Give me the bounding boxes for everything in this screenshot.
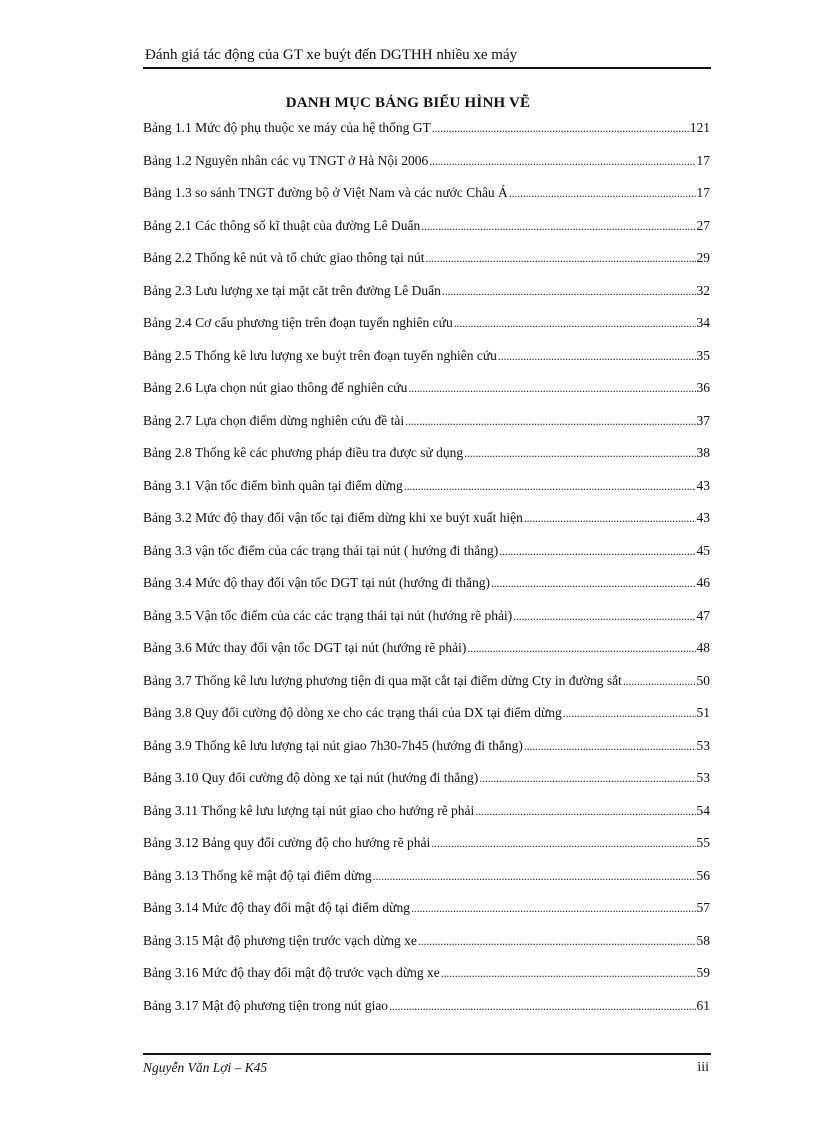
toc-entry-title: Bảng 3.15 Mật độ phương tiện trước vạch dừng xe bbox=[143, 932, 417, 948]
toc-entry-page: 29 bbox=[696, 250, 710, 265]
toc-entry-page: 59 bbox=[696, 965, 710, 980]
dot-leader bbox=[408, 380, 695, 396]
toc-entry-title: Bảng 3.2 Mức độ thay đổi vận tốc tại điểm dừng khi xe buýt xuất hiện bbox=[143, 510, 523, 525]
toc-entry-title: Bảng 3.12 Bảng quy đổi cường độ cho hướng rẽ phải bbox=[143, 835, 431, 850]
toc-entry-page: 54 bbox=[696, 802, 710, 818]
toc-entry-title: Bảng 3.8 Quy đổi cường độ dòng xe cho các trạng thái của DX tại điểm dừng bbox=[143, 705, 562, 720]
toc-entry[interactable] bbox=[143, 868, 710, 901]
toc-entry-title: Bảng 3.3 vận tốc điểm của các trạng thái tại nút ( hướng đi thẳng) bbox=[143, 542, 499, 558]
toc-entry-page: 34 bbox=[696, 315, 710, 330]
toc-entry[interactable] bbox=[143, 640, 710, 673]
footer-page-number: iii bbox=[697, 1060, 709, 1075]
toc-entry-page: 50 bbox=[696, 672, 710, 688]
toc-entry-title: Bảng 1.2 Nguyên nhân các vụ TNGT ở Hà Nội 2006 bbox=[143, 152, 429, 168]
toc-entry[interactable] bbox=[143, 608, 710, 641]
toc-entry-title: Bảng 2.5 Thống kê lưu lượng xe buýt trên đoạn tuyến nghiên cứu bbox=[143, 347, 497, 363]
toc-entry[interactable] bbox=[143, 543, 710, 576]
toc-entry-page: 53 bbox=[696, 770, 710, 785]
toc-entry[interactable] bbox=[143, 283, 710, 316]
dot-leader bbox=[431, 835, 695, 851]
dot-leader bbox=[389, 998, 695, 1014]
toc-entry-title: Bảng 3.13 Thống kê mật độ tại điểm dừng bbox=[143, 867, 372, 883]
table-of-contents bbox=[143, 120, 710, 1030]
toc-entry-title: Bảng 2.1 Các thông số kĩ thuật của đường Lê Duẩn bbox=[143, 217, 421, 233]
toc-entry-page: 47 bbox=[696, 607, 710, 623]
toc-entry-title: Bảng 2.7 Lựa chọn điểm dừng nghiên cứu đề tài bbox=[143, 412, 405, 428]
dot-leader bbox=[524, 738, 696, 754]
toc-entry-page: 17 bbox=[696, 152, 710, 168]
toc-entry-page: 48 bbox=[696, 640, 710, 655]
toc-entry-title: Bảng 3.1 Vận tốc điểm bình quân tại điểm dừng bbox=[143, 477, 403, 493]
dot-leader bbox=[491, 575, 696, 591]
dot-leader bbox=[418, 933, 696, 949]
toc-entry-title: Bảng 3.17 Mật độ phương tiện trong nút giao bbox=[143, 997, 389, 1013]
toc-entry[interactable] bbox=[143, 998, 710, 1031]
toc-entry[interactable] bbox=[143, 933, 710, 966]
dot-leader bbox=[467, 640, 695, 656]
toc-entry-title: Bảng 3.7 Thống kê lưu lượng phương tiện đi qua mặt cắt tại điểm dừng Cty in đường sắt bbox=[143, 672, 622, 688]
toc-entry-title: Bảng 2.3 Lưu lượng xe tại mặt căt trên đường Lê Duẩn bbox=[143, 282, 441, 298]
toc-entry-page: 121 bbox=[689, 120, 710, 135]
toc-entry-page: 43 bbox=[696, 510, 710, 525]
toc-entry-title: Bảng 2.2 Thống kê nút và tổ chức giao thông tại nút bbox=[143, 250, 425, 265]
footer-author: Nguyễn Văn Lợi – K45 bbox=[143, 1060, 268, 1075]
toc-entry-page: 43 bbox=[696, 477, 710, 493]
toc-entry-page: 53 bbox=[696, 737, 710, 753]
page-footer bbox=[143, 1053, 711, 1076]
header-rule bbox=[143, 67, 711, 69]
toc-entry-title: Bảng 2.8 Thống kê các phương pháp điều tra được sử dụng bbox=[143, 445, 464, 460]
dot-leader bbox=[373, 868, 696, 884]
dot-leader bbox=[498, 348, 696, 364]
toc-entry-page: 35 bbox=[696, 347, 710, 363]
toc-entry-page: 27 bbox=[696, 217, 710, 233]
dot-leader bbox=[499, 543, 695, 559]
dot-leader bbox=[513, 608, 695, 624]
dot-leader bbox=[509, 185, 696, 201]
toc-entry-page: 46 bbox=[696, 575, 710, 590]
toc-entry-page: 55 bbox=[696, 835, 710, 850]
toc-entry[interactable] bbox=[143, 575, 710, 608]
toc-entry-title: Bảng 3.16 Mức độ thay đổi mật độ trước vạch dừng xe bbox=[143, 965, 440, 980]
toc-entry[interactable] bbox=[143, 900, 710, 933]
dot-leader bbox=[441, 965, 696, 981]
toc-entry-page: 45 bbox=[696, 542, 710, 558]
toc-entry[interactable] bbox=[143, 380, 710, 413]
dot-leader bbox=[432, 120, 689, 136]
toc-entry-title: Bảng 3.10 Quy đổi cường độ dòng xe tại nút (hướng đi thẳng) bbox=[143, 770, 479, 785]
dot-leader bbox=[411, 900, 696, 916]
dot-leader bbox=[524, 510, 696, 526]
toc-entry-title: Bảng 3.9 Thống kê lưu lượng tại nút giao 7h30-7h45 (hướng đi thẳng) bbox=[143, 737, 523, 753]
toc-entry-title: Bảng 1.3 so sánh TNGT đường bộ ở Việt Nam và các nước Châu Á bbox=[143, 185, 508, 200]
toc-entry-title: Bảng 3.4 Mức độ thay đổi vận tốc DGT tại nút (hướng đi thẳng) bbox=[143, 575, 490, 590]
toc-entry-page: 36 bbox=[696, 380, 710, 395]
dot-leader bbox=[404, 478, 696, 494]
toc-entry-page: 56 bbox=[696, 867, 710, 883]
dot-leader bbox=[623, 673, 696, 689]
toc-entry[interactable] bbox=[143, 705, 710, 738]
dot-leader bbox=[454, 315, 696, 331]
toc-entry[interactable] bbox=[143, 153, 710, 186]
toc-entry-page: 57 bbox=[696, 900, 710, 915]
toc-entry-title: Bảng 3.11 Thống kê lưu lượng tại nút giao cho hướng rẽ phải bbox=[143, 802, 475, 818]
toc-entry-page: 38 bbox=[696, 445, 710, 460]
toc-entry[interactable] bbox=[143, 738, 710, 771]
dot-leader bbox=[479, 770, 695, 786]
toc-entry[interactable] bbox=[143, 835, 710, 868]
toc-entry[interactable] bbox=[143, 673, 710, 706]
toc-entry-page: 17 bbox=[696, 185, 710, 200]
toc-entry[interactable] bbox=[143, 315, 710, 348]
toc-entry[interactable] bbox=[143, 478, 710, 511]
toc-entry[interactable] bbox=[143, 770, 710, 803]
dot-leader bbox=[421, 218, 695, 234]
dot-leader bbox=[563, 705, 696, 721]
toc-entry[interactable] bbox=[143, 250, 710, 283]
toc-entry[interactable] bbox=[143, 445, 710, 478]
page-title: DANH MỤC BẢNG BIỂU HÌNH VẼ bbox=[285, 95, 531, 111]
dot-leader bbox=[442, 283, 696, 299]
footer-rule bbox=[143, 1053, 711, 1055]
toc-entry-title: Bảng 3.5 Vận tốc điểm của các các trạng thái tại nút (hướng rẽ phải) bbox=[143, 607, 513, 623]
toc-entry-title: Bảng 2.6 Lựa chọn nút giao thông để nghiên cứu bbox=[143, 380, 408, 395]
toc-entry[interactable] bbox=[143, 803, 710, 836]
toc-entry[interactable] bbox=[143, 348, 710, 381]
dot-leader bbox=[429, 153, 695, 169]
toc-entry[interactable] bbox=[143, 510, 710, 543]
dot-leader bbox=[475, 803, 695, 819]
toc-entry[interactable] bbox=[143, 185, 710, 218]
toc-entry-page: 58 bbox=[696, 932, 710, 948]
toc-entry-title: Bảng 3.14 Mức độ thay đổi mật độ tại điểm dừng bbox=[143, 900, 410, 915]
toc-entry[interactable] bbox=[143, 218, 710, 251]
toc-entry-page: 51 bbox=[696, 705, 710, 720]
toc-entry-page: 37 bbox=[696, 412, 710, 428]
toc-entry[interactable] bbox=[143, 120, 710, 153]
toc-entry[interactable] bbox=[143, 965, 710, 998]
dot-leader bbox=[426, 250, 696, 266]
toc-entry-title: Bảng 1.1 Mức độ phụ thuộc xe máy của hệ thống GT bbox=[143, 120, 431, 135]
toc-entry-page: 61 bbox=[696, 997, 710, 1013]
dot-leader bbox=[464, 445, 695, 461]
toc-entry[interactable] bbox=[143, 413, 710, 446]
toc-entry-title: Bảng 3.6 Mức thay đổi vận tốc DGT tại nút (hướng rẽ phải) bbox=[143, 640, 467, 655]
dot-leader bbox=[405, 413, 695, 429]
header-title: Đánh giá tác động của GT xe buýt đến DGTHH nhiều xe máy bbox=[145, 47, 518, 63]
toc-entry-title: Bảng 2.4 Cơ cấu phương tiện trên đoạn tuyến nghiên cứu bbox=[143, 315, 453, 330]
page-header bbox=[143, 46, 711, 69]
toc-entry-page: 32 bbox=[696, 282, 710, 298]
